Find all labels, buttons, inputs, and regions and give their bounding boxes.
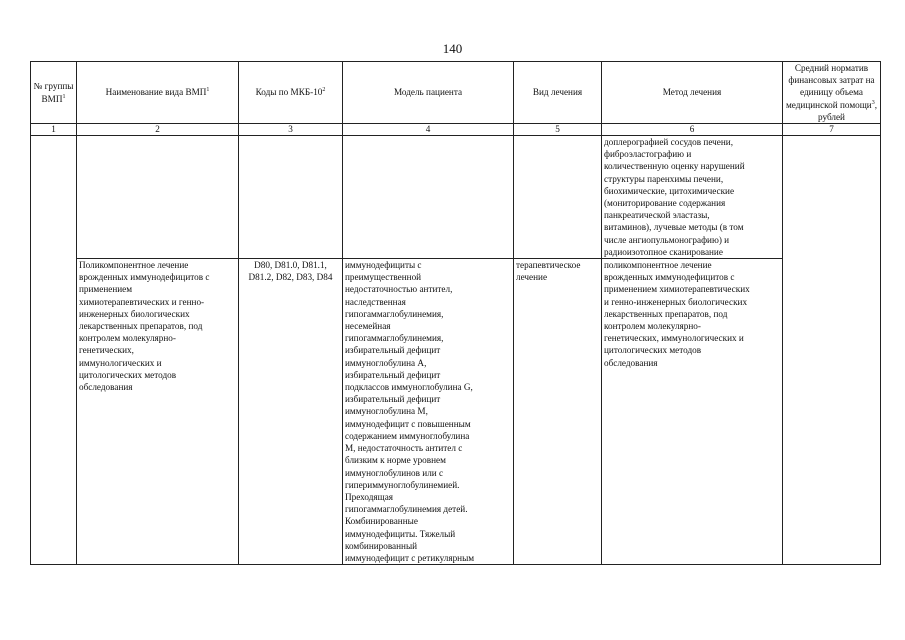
column-number: 3	[239, 124, 343, 136]
treatment-method-cell-continued: доплерографией сосудов печени, фиброэластографию и количественную оценку нарушений структуры паренхимы печени, биохимические, цитохимические (мониторирование содержания панкреатической эластазы, витаминов), лучевые методы (в том числе ангиопульмонографию) и радиоизотопное сканирование	[602, 136, 783, 259]
vmp-name-cell-continued	[77, 136, 239, 259]
column-number-row	[31, 124, 881, 136]
column-number: 4	[343, 124, 514, 136]
treatment-type-cell: терапевтическое лечение	[514, 259, 602, 565]
icd-codes-cell: D80, D81.0, D81.1, D81.2, D82, D83, D84	[239, 259, 343, 565]
table-row-continued	[31, 136, 881, 259]
column-number: 2	[77, 124, 239, 136]
header-treatment-type: Вид лечения	[514, 62, 602, 124]
column-number: 6	[602, 124, 783, 136]
group-number-cell	[31, 136, 77, 565]
patient-model-cell: иммунодефициты с преимущественной недостаточностью антител, наследственная гипогаммаглобулинемия, несемейная гипогаммаглобулинемия, избирательный дефицит иммуноглобулина A, избирательный дефицит подклассов иммуноглобулина G, избирательный дефицит иммуноглобулина M, иммунодефицит с повышенным содержанием иммуноглобулина M, недостаточность антител с близким к норме уровнем иммуноглобулинов или с гипериммуноглобулинемией. Преходящая гипогаммаглобулинемия детей. Комбинированные иммунодефициты. Тяжелый комбинированный иммунодефицит с ретикулярным	[343, 259, 514, 565]
patient-model-cell-continued	[343, 136, 514, 259]
vmp-table	[30, 61, 881, 565]
header-row	[31, 62, 881, 124]
vmp-name-cell: Поликомпонентное лечение врожденных иммунодефицитов с применением химиотерапевтических и генно- инженерных биологических лекарственных препаратов, под контролем молекулярно- генетических, иммунологических и цитологических методов обследования	[77, 259, 239, 565]
column-number: 1	[31, 124, 77, 136]
column-number: 5	[514, 124, 602, 136]
table-row	[31, 259, 881, 565]
treatment-type-cell-continued	[514, 136, 602, 259]
header-patient-model: Модель пациента	[343, 62, 514, 124]
column-number: 7	[783, 124, 881, 136]
header-group-number: № группы ВМП$^1$	[31, 62, 77, 124]
cost-cell	[783, 259, 881, 565]
header-treatment-method: Метод лечения	[602, 62, 783, 124]
header-icd-codes: Коды по МКБ-$10^2$	[239, 62, 343, 124]
icd-codes-cell-continued	[239, 136, 343, 259]
cost-cell-continued	[783, 136, 881, 259]
header-vmp-name: Наименование вида ВМП$^1$	[77, 62, 239, 124]
page-number: 140	[442, 41, 463, 56]
header-cost-standard: Средний норматив финансовых затрат на единицу объема медицинской помощи$^3$, рублей	[783, 62, 881, 124]
treatment-method-cell: поликомпонентное лечение врожденных иммунодефицитов с применением химиотерапевтических и генно-инженерных биологических лекарственных препаратов, под контролем молекулярно- генетических, иммунологических и цитологических методов обследования	[602, 259, 783, 565]
